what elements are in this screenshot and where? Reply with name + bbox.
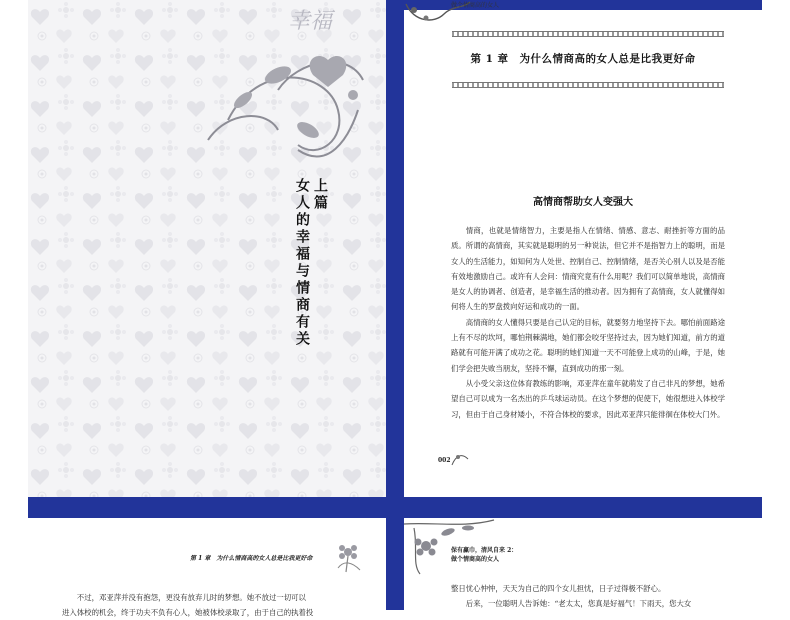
title-page <box>28 0 386 497</box>
section-header-line1: 保有赢巾，清风自来 2： <box>451 547 518 554</box>
text-line: 后来，一位聪明人告诉她：“老太太，您真是好福气！下雨天，您大女 <box>465 599 692 608</box>
lower-right-page <box>404 518 762 610</box>
text-line: 不过，邓亚萍并没有抱怨，更没有放弃儿时的梦想。她不放过一切可以 <box>76 593 306 602</box>
chapter-page <box>404 2 762 497</box>
blue-backdrop-right <box>386 0 404 610</box>
heart-flower-pattern <box>28 0 386 497</box>
chapter-bottom-rule <box>452 82 724 88</box>
text-line: 整日忧心忡忡，天天为自己的四个女儿担忧，日子过得极不舒心。 <box>451 584 666 593</box>
lower-left-text <box>62 590 372 620</box>
chapter-top-rule <box>452 31 724 37</box>
body-text <box>451 223 725 422</box>
vertical-title-main: 女人的幸福与情商有关 <box>294 178 310 348</box>
paragraph: 从小受父亲这位体育教练的影响，邓亚萍在童年就萌发了自己非凡的梦想，她希望自己可以成为一名杰出的乒乓球运动员。在这个梦想的促使下，她很想进入体校学习，但由于自己身材矮小，不符合体校的要求，因此邓亚萍只能徘徊在体校大门外。 <box>451 378 725 419</box>
blue-backdrop-band <box>28 497 762 518</box>
running-head: 做个情商高的女人 <box>451 2 500 9</box>
paragraph: 情商，也就是情绪智力，主要是指人在情绪、情感、意志、耐挫折等方面的品质。所谓的高情商，其实就是聪明的另一种说法，但它并不是指智力上的聪明，而是女人的生活能力，如知何为人处世、控制自己、控制情绪，是否关心别人以及是否能有效地激励自己。或许有人会问：情商究竟有什么用呢？我们可以简单地说，高情商是女人的协调者、创造者，是幸福生活的推动者。因为拥有了高情商，女人就懂得如何将人生的罗盘拨向好运和成功的一面。 <box>451 226 725 312</box>
section-title: 高情商帮助女人变强大 <box>533 197 633 208</box>
vertical-title-part: 上篇 <box>312 178 328 212</box>
svg-text:幸福: 幸福 <box>288 9 333 34</box>
chapter-title: 第 1 章 为什么情商高的女人总是比我更好命 <box>470 53 696 65</box>
flower-ornament-icon <box>330 538 366 574</box>
lower-left-page <box>28 518 386 617</box>
chapter-header: 第 1 章 为什么情商高的女人总是比我更好命 <box>190 555 313 562</box>
paragraph: 高情商的女人懂得只要是自己认定的目标，就要努力地坚持下去。哪怕前面路途上有不尽的坎坷，哪怕荆棘满地，她们都会咬牙坚持过去，因为她们知道，前方的道路就有可能开满了成功之花。聪明的她们知道一天不可能登上成功的山峰，于是，她们学会把失败当朋友，坚持不懈，直到成功的那一刻。 <box>451 317 725 373</box>
text-line: 进入体校的机会，终于功夫不负有心人，她被体校录取了，由于自己的执着投 <box>62 608 314 617</box>
page-number: 002 <box>438 457 451 464</box>
section-header-line2: 做个情商高的女人 <box>451 556 500 563</box>
lower-right-text <box>451 581 751 611</box>
page-number-flourish-icon <box>450 451 470 467</box>
